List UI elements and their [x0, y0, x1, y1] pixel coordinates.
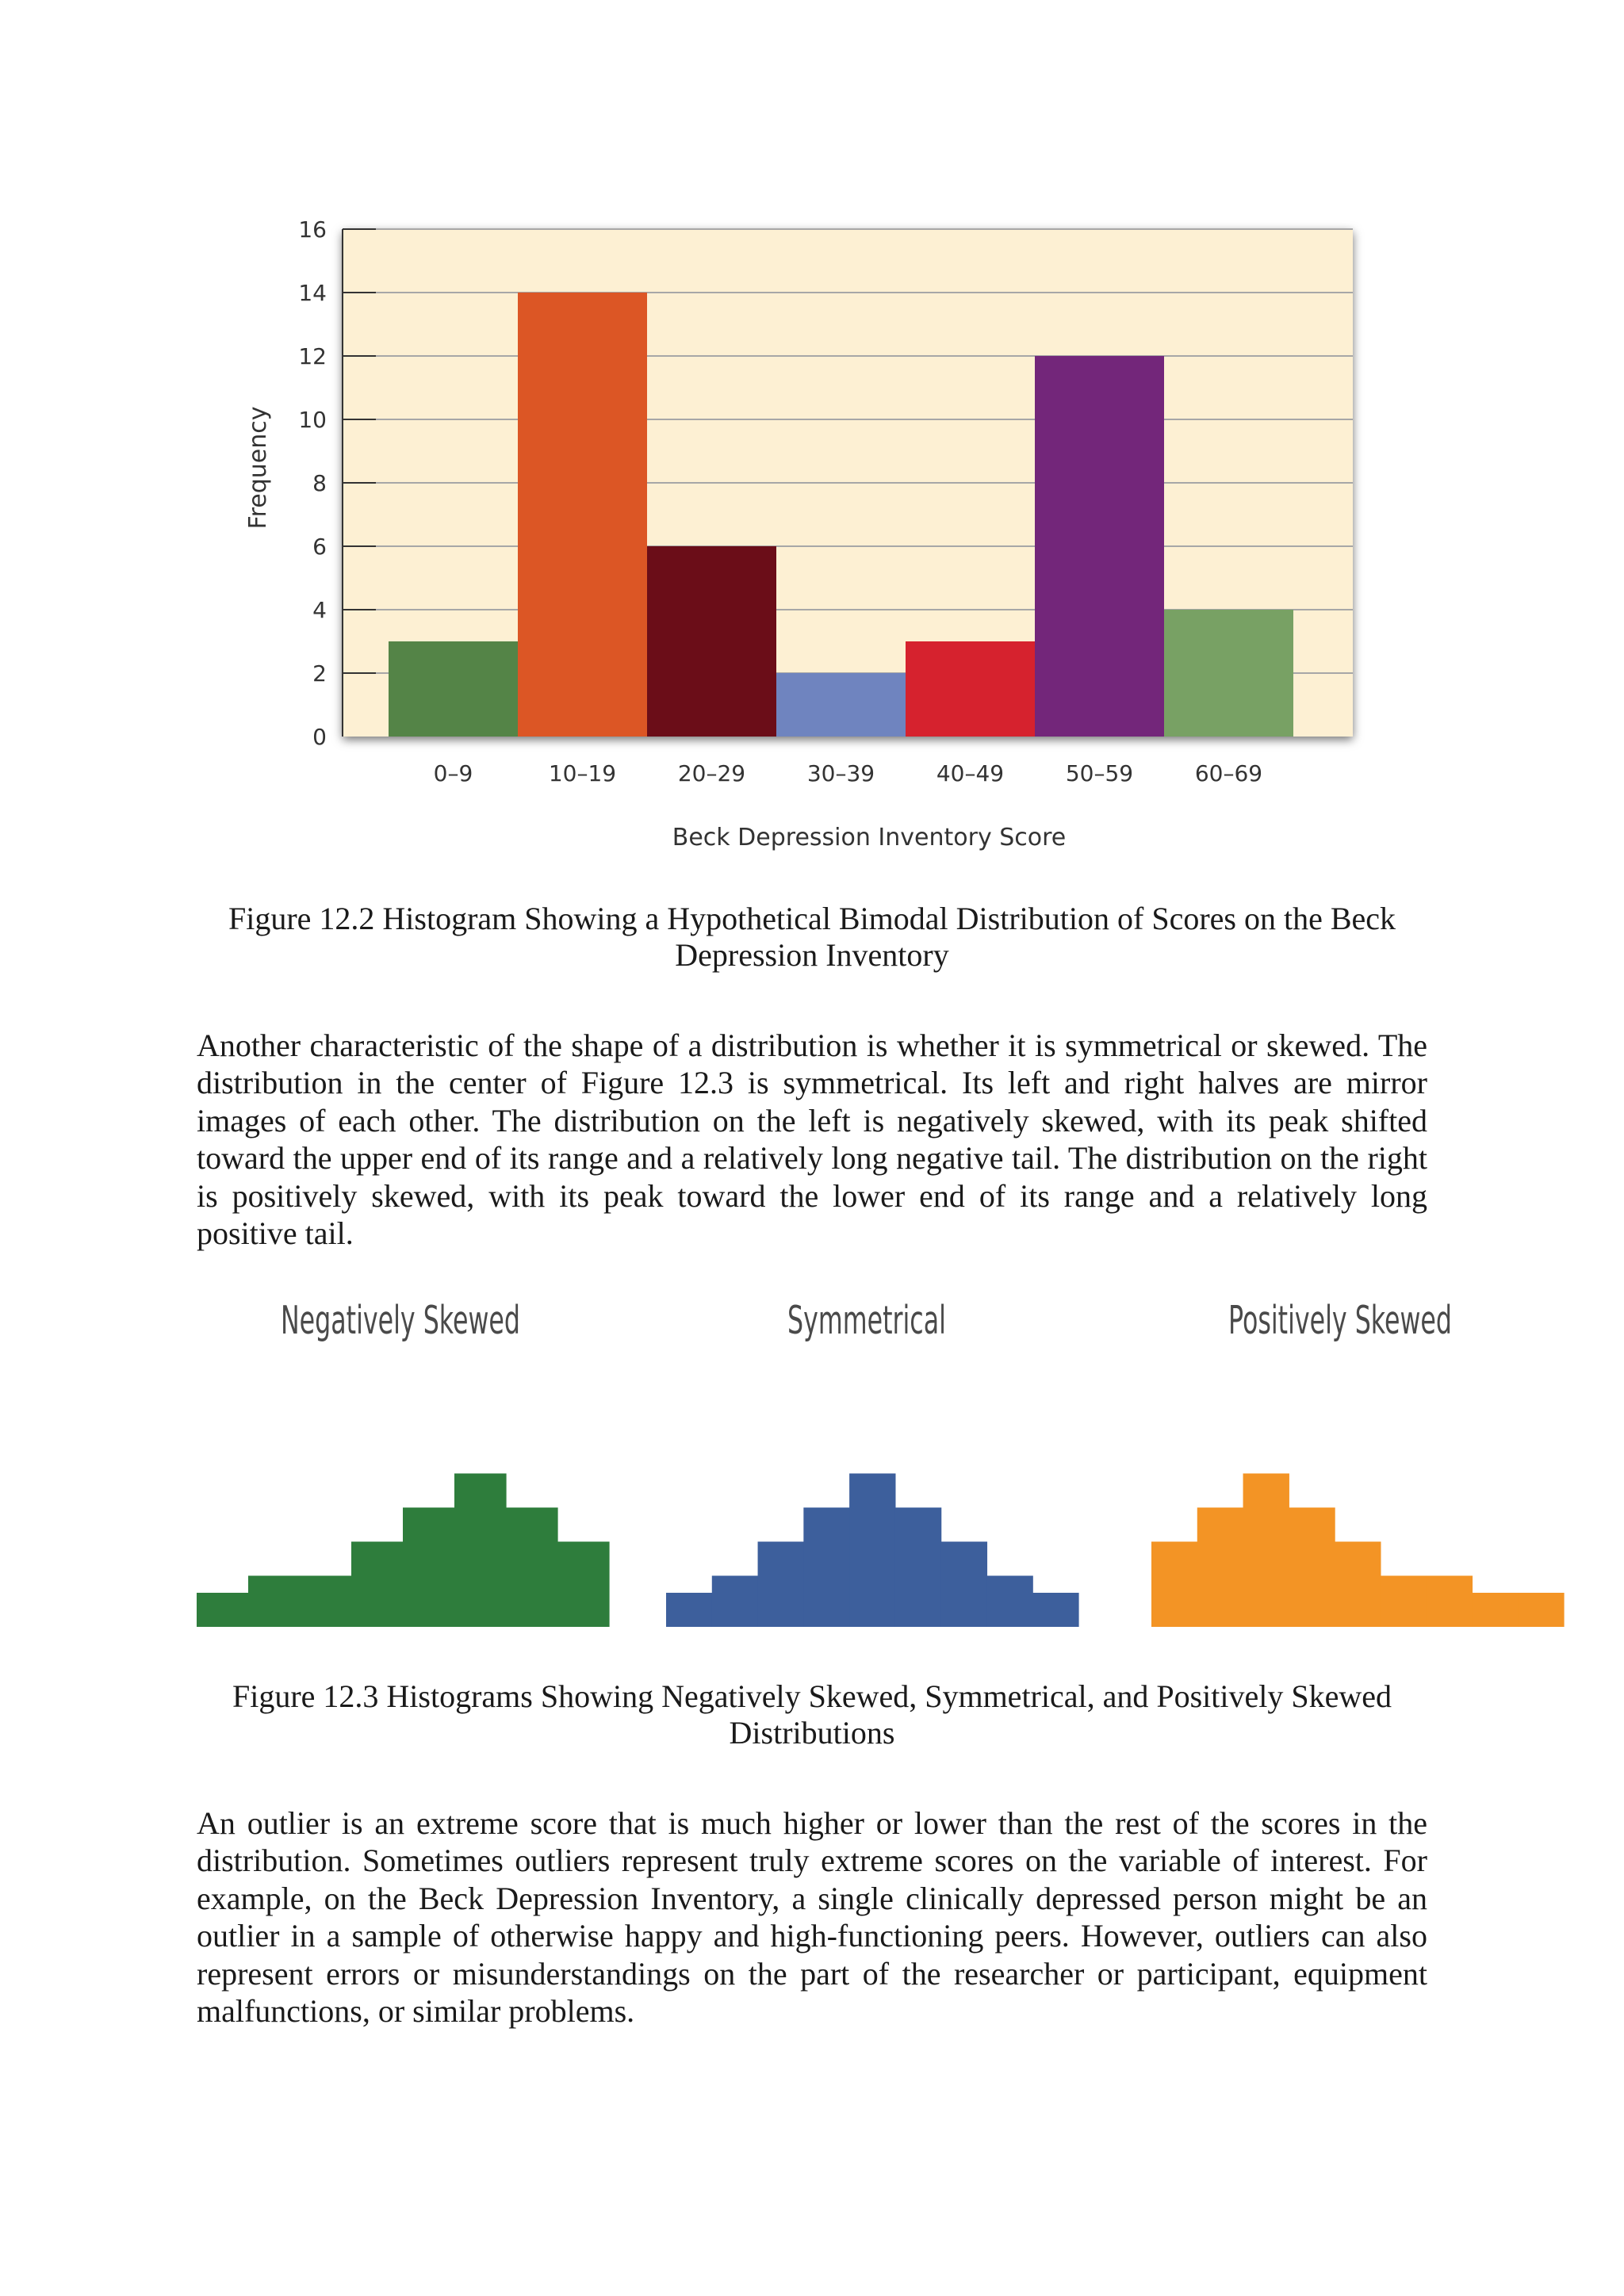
- y-tick-label: 8: [312, 470, 327, 496]
- histogram-bar: [1151, 1542, 1197, 1628]
- histogram-bar: [454, 1474, 507, 1628]
- histogram-bar: [895, 1508, 941, 1628]
- histogram-bar: [1472, 1593, 1518, 1627]
- histogram-panel-title: Positively Skewed: [1228, 1297, 1452, 1343]
- paragraph-outliers: An outlier is an extreme score that is much higher or lower than the rest of the scores in the distribution. Sometimes outliers represent truly extreme scores on the variable of interest. For example, on the Beck Depression Inventory, a single clinically depressed person might be an outlier in a sample of otherwise happy and high-functioning peers. However, outliers can also represent errors or misunderstandings on the part of the researcher or participant, equipment malfunctions, or similar problems.: [197, 1805, 1427, 2030]
- histogram-bar: [1032, 1593, 1078, 1627]
- histogram-bar: [557, 1542, 610, 1628]
- y-tick-label: 0: [312, 724, 327, 750]
- histogram-panel-0: [197, 1298, 610, 1627]
- histogram-bar: [712, 1576, 758, 1628]
- histogram-bar: [1289, 1508, 1335, 1628]
- x-tick-label: 20–29: [677, 760, 746, 786]
- y-tick-label: 10: [298, 407, 327, 433]
- histogram-panel-2: [1151, 1298, 1565, 1627]
- histogram-bar: [197, 1593, 249, 1627]
- y-tick-label: 12: [298, 343, 327, 369]
- histogram-bar: [351, 1542, 404, 1628]
- histogram-bar: [1243, 1474, 1289, 1628]
- y-tick-label: 14: [298, 280, 327, 306]
- histogram-bar: [849, 1474, 895, 1628]
- x-tick-label: 0–9: [433, 760, 473, 786]
- y-tick-label: 4: [312, 597, 327, 623]
- histogram-bar: [506, 1508, 558, 1628]
- histogram-bar: [1381, 1576, 1427, 1628]
- histogram-bar: [803, 1508, 849, 1628]
- x-tick-label: 30–39: [806, 760, 875, 786]
- histogram-bar: [666, 1593, 712, 1627]
- x-tick-label: 40–49: [936, 760, 1005, 786]
- histogram-panel-title: Negatively Skewed: [281, 1297, 520, 1343]
- histogram-bar: [986, 1576, 1032, 1628]
- histogram-bar: [403, 1508, 455, 1628]
- histogram-bar: [248, 1576, 301, 1628]
- paragraph-skewness: Another characteristic of the shape of a distribution is whether it is symmetrical or skewed. The distribution in the center of Figure 12.3 is symmetrical. Its left and right halves are mirror images of each other. The distribution on the left is negatively skewed, with its peak shifted toward the upper end of its range and a relatively long negative tail. The distribution on the right is positively skewed, with its peak toward the lower end of its range and a relatively long positive tail.: [197, 1027, 1427, 1252]
- figure-12-2-caption: Figure 12.2 Histogram Showing a Hypothetical Bimodal Distribution of Scores on the Beck Depression Inventory: [228, 901, 1396, 973]
- histogram-bar: [1518, 1593, 1564, 1627]
- histogram-panel-title: Symmetrical: [787, 1297, 946, 1343]
- x-tick-label: 50–59: [1065, 760, 1134, 786]
- histogram-panel-1: [666, 1298, 1079, 1627]
- x-tick-label: 60–69: [1194, 760, 1263, 786]
- y-tick-label: 2: [312, 660, 327, 687]
- x-tick-label: 10–19: [548, 760, 617, 786]
- figure-12-3-caption: Figure 12.3 Histograms Showing Negatively Skewed, Symmetrical, and Positively Skewed Distributions: [232, 1678, 1392, 1751]
- histogram-bar: [758, 1542, 804, 1628]
- y-tick-label: 16: [298, 216, 327, 243]
- histogram-bar: [1197, 1508, 1243, 1628]
- histogram-bar: [1427, 1576, 1473, 1628]
- y-axis-label: Frequency: [244, 406, 272, 530]
- y-tick-label: 6: [312, 534, 327, 560]
- histogram-bar: [1335, 1542, 1381, 1628]
- x-axis-label: Beck Depression Inventory Score: [672, 824, 1067, 851]
- histogram-bar: [941, 1542, 987, 1628]
- histogram-bar: [300, 1576, 352, 1628]
